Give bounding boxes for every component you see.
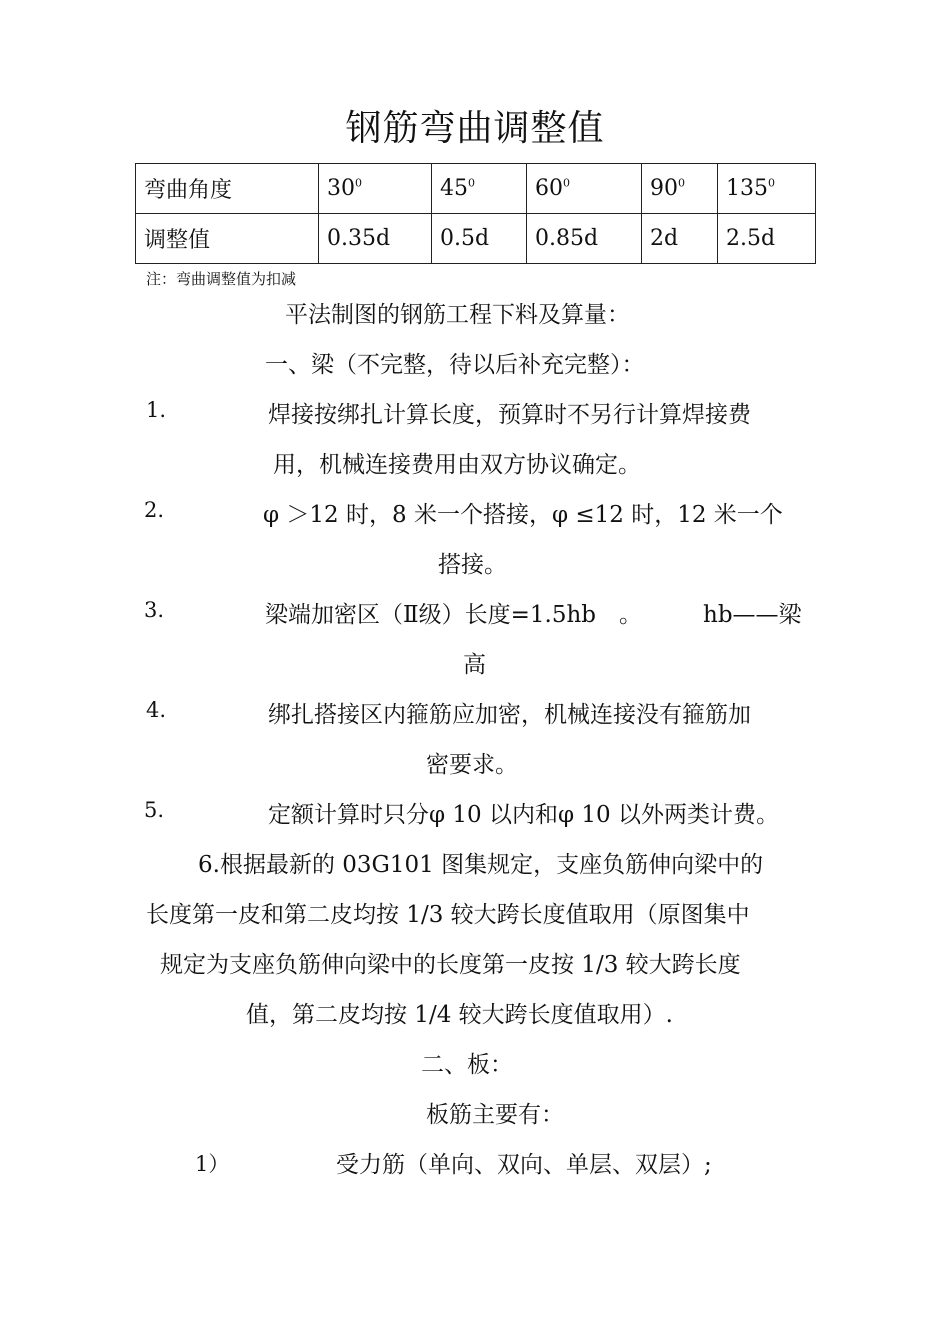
table-row — [136, 164, 816, 214]
row-label-adjustment: 调整值 — [136, 214, 319, 264]
angle-cell: $45^0$ — [432, 164, 527, 214]
adjustment-cell: 2.5d — [718, 214, 816, 264]
section1-heading: 一、梁（不完整，待以后补充完整）： — [265, 352, 645, 378]
item-6-line1: 6.根据最新的 03G101 图集规定，支座负筋伸向梁中的 — [198, 852, 764, 878]
adjustment-cell: 0.85d — [527, 214, 642, 264]
item-2-line1: φ ＞12 时，8 米一个搭接，φ ≤12 时，12 米一个 — [263, 502, 783, 528]
adjustment-cell: 2d — [642, 214, 718, 264]
section-subtitle: 平法制图的钢筋工程下料及算量： — [285, 302, 630, 328]
item-4-line1: 绑扎搭接区内箍筋应加密，机械连接没有箍筋加 — [268, 702, 751, 728]
item-number: 1. — [146, 398, 167, 422]
angle-cell: $60^0$ — [527, 164, 642, 214]
table-row — [136, 214, 816, 264]
list-item-number: 1） — [195, 1152, 230, 1176]
item-6-line3: 规定为支座负筋伸向梁中的长度第一皮按 1/3 较大跨长度 — [160, 952, 741, 978]
adjustment-cell: 0.35d — [319, 214, 432, 264]
item-6-line2: 长度第一皮和第二皮均按 1/3 较大跨长度值取用（原图集中 — [146, 902, 750, 928]
item-1-line1: 焊接按绑扎计算长度，预算时不另行计算焊接费 — [268, 402, 751, 428]
item-3-line1-tail: hb——梁 — [703, 602, 802, 628]
item-number: 4. — [146, 698, 167, 722]
section2-intro: 板筋主要有： — [426, 1102, 564, 1128]
angle-cell: $90^0$ — [642, 164, 718, 214]
table-note: 注：弯曲调整值为扣减 — [146, 270, 297, 288]
item-1-line2: 用，机械连接费用由双方协议确定。 — [273, 452, 641, 478]
item-3-line1: 梁端加密区（Ⅱ级）长度=1.5hb 。 — [265, 602, 643, 628]
item-2-line2: 搭接。 — [438, 552, 507, 578]
item-3-line2: 高 — [463, 652, 486, 678]
angle-cell: $135^0$ — [718, 164, 816, 214]
angle-cell: $30^0$ — [319, 164, 432, 214]
item-number: 2. — [144, 498, 165, 522]
item-number: 3. — [144, 598, 165, 622]
bend-adjustment-table — [135, 163, 816, 264]
item-4-line2: 密要求。 — [426, 752, 518, 778]
item-number: 5. — [144, 798, 165, 822]
row-label-angle: 弯曲角度 — [136, 164, 319, 214]
item-5-line1: 定额计算时只分φ 10 以内和φ 10 以外两类计费。 — [268, 802, 779, 828]
page-title: 钢筋弯曲调整值 — [345, 108, 605, 149]
section2-heading: 二、板： — [421, 1052, 513, 1078]
list-item-text: 受力筋（单向、双向、单层、双层）; — [336, 1152, 712, 1178]
item-6-line4: 值，第二皮均按 1/4 较大跨长度值取用）. — [246, 1002, 673, 1028]
adjustment-cell: 0.5d — [432, 214, 527, 264]
